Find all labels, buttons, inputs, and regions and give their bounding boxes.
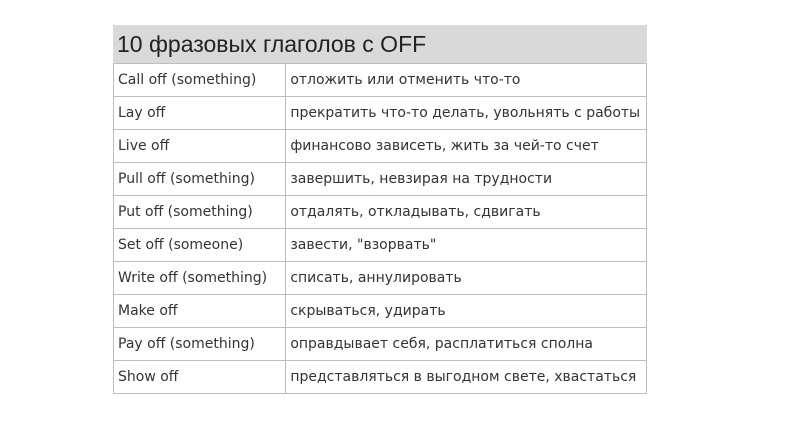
table-row [114,163,647,196]
meaning-cell: оправдывает себя, расплатиться сполна [286,328,647,361]
verb-cell: Pull off (something) [114,163,286,196]
table-row [114,130,647,163]
meaning-cell: отдалять, откладывать, сдвигать [286,196,647,229]
verb-cell: Live off [114,130,286,163]
table-title: 10 фразовых глаголов с OFF [113,25,647,63]
meaning-cell: списать, аннулировать [286,262,647,295]
table-row [114,295,647,328]
meaning-cell: представляться в выгодном свете, хвастаться [286,361,647,394]
verb-cell: Set off (someone) [114,229,286,262]
meaning-cell: скрываться, удирать [286,295,647,328]
verb-cell: Put off (something) [114,196,286,229]
phrasal-verbs-table [113,63,647,394]
verb-cell: Call off (something) [114,64,286,97]
table-row [114,97,647,130]
verb-cell: Lay off [114,97,286,130]
verb-cell: Make off [114,295,286,328]
verb-cell: Write off (something) [114,262,286,295]
table-row [114,361,647,394]
table-row [114,262,647,295]
table-row [114,196,647,229]
table-row [114,328,647,361]
table-row [114,229,647,262]
meaning-cell: финансово зависеть, жить за чей-то счет [286,130,647,163]
meaning-cell: завести, "взорвать" [286,229,647,262]
meaning-cell: прекратить что-то делать, увольнять с работы [286,97,647,130]
meaning-cell: отложить или отменить что-то [286,64,647,97]
table-row [114,64,647,97]
verb-cell: Show off [114,361,286,394]
verb-cell: Pay off (something) [114,328,286,361]
meaning-cell: завершить, невзирая на трудности [286,163,647,196]
phrasal-verbs-table-container [113,25,647,394]
